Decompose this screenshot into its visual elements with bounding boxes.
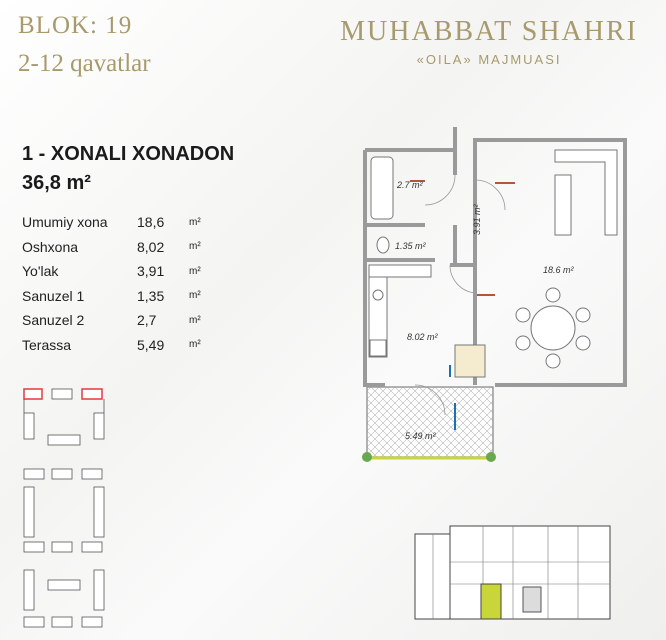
coffee-table-icon: [555, 175, 571, 235]
apartment-title: 1 - XONALI XONADON: [22, 143, 235, 165]
room-name: Sanuzel 1: [22, 287, 85, 304]
toilet-icon: [377, 237, 389, 253]
stair-icon: [455, 345, 485, 377]
room-unit: m²: [189, 339, 201, 351]
brand-title: MUHABBAT SHAHRI: [340, 16, 638, 47]
key-plan-bottom: [24, 570, 104, 627]
dining-table-icon: [516, 288, 590, 368]
bathtub-icon: [371, 157, 393, 219]
site-location-plan: [413, 522, 611, 622]
room-value: 3,91: [137, 263, 165, 280]
room-unit: m²: [189, 265, 201, 277]
floor-key-plans: [22, 387, 112, 632]
room-row: [22, 235, 222, 260]
key-plan-middle: [24, 469, 104, 552]
room-unit: m²: [189, 216, 201, 228]
kitchen-counter: [369, 265, 431, 277]
room-value: 5,49: [137, 336, 165, 353]
room-value: 2,7: [137, 312, 157, 329]
room-name: Terassa: [22, 336, 72, 353]
room-row: [22, 210, 222, 235]
stair-core: [523, 587, 541, 612]
highlighted-apartment: [481, 584, 501, 619]
terrace-floor: [367, 387, 493, 457]
room-name: Yo'lak: [22, 263, 59, 280]
block-label: BLOK: 19: [18, 12, 133, 39]
plant-icon: [362, 452, 372, 462]
room-unit: m²: [189, 241, 201, 253]
plant-icon: [486, 452, 496, 462]
terrace-area-label: 5.49 m²: [405, 431, 436, 441]
key-plan-top: [24, 389, 104, 445]
floors-label: 2-12 qavatlar: [18, 50, 151, 77]
room-row: [22, 308, 222, 333]
room-value: 18,6: [137, 214, 165, 231]
corridor-area-label: 3.91 m²: [472, 204, 482, 235]
room-name: Umumiy xona: [22, 214, 108, 231]
room-unit: m²: [189, 290, 201, 302]
stove-icon: [370, 340, 386, 356]
bath-area-label: 2.7 m²: [397, 180, 423, 190]
wc-area-label: 1.35 m²: [395, 241, 426, 251]
room-row: [22, 284, 222, 309]
room-value: 8,02: [137, 238, 165, 255]
room-value: 1,35: [137, 287, 165, 304]
room-row: [22, 259, 222, 284]
kitchen-area-label: 8.02 m²: [407, 332, 438, 342]
living-area-label: 18.6 m²: [543, 265, 574, 275]
room-name: Sanuzel 2: [22, 312, 85, 329]
brand-subtitle: «OILA» MAJMUASI: [416, 52, 562, 67]
brand-logo: [340, 16, 638, 67]
apartment-total-area: 36,8 m²: [22, 172, 91, 194]
room-unit: m²: [189, 314, 201, 326]
sink-icon: [373, 290, 383, 300]
floor-plan: [355, 115, 630, 470]
room-area-table: [22, 210, 222, 357]
room-row: [22, 333, 222, 358]
room-name: Oshxona: [22, 238, 79, 255]
